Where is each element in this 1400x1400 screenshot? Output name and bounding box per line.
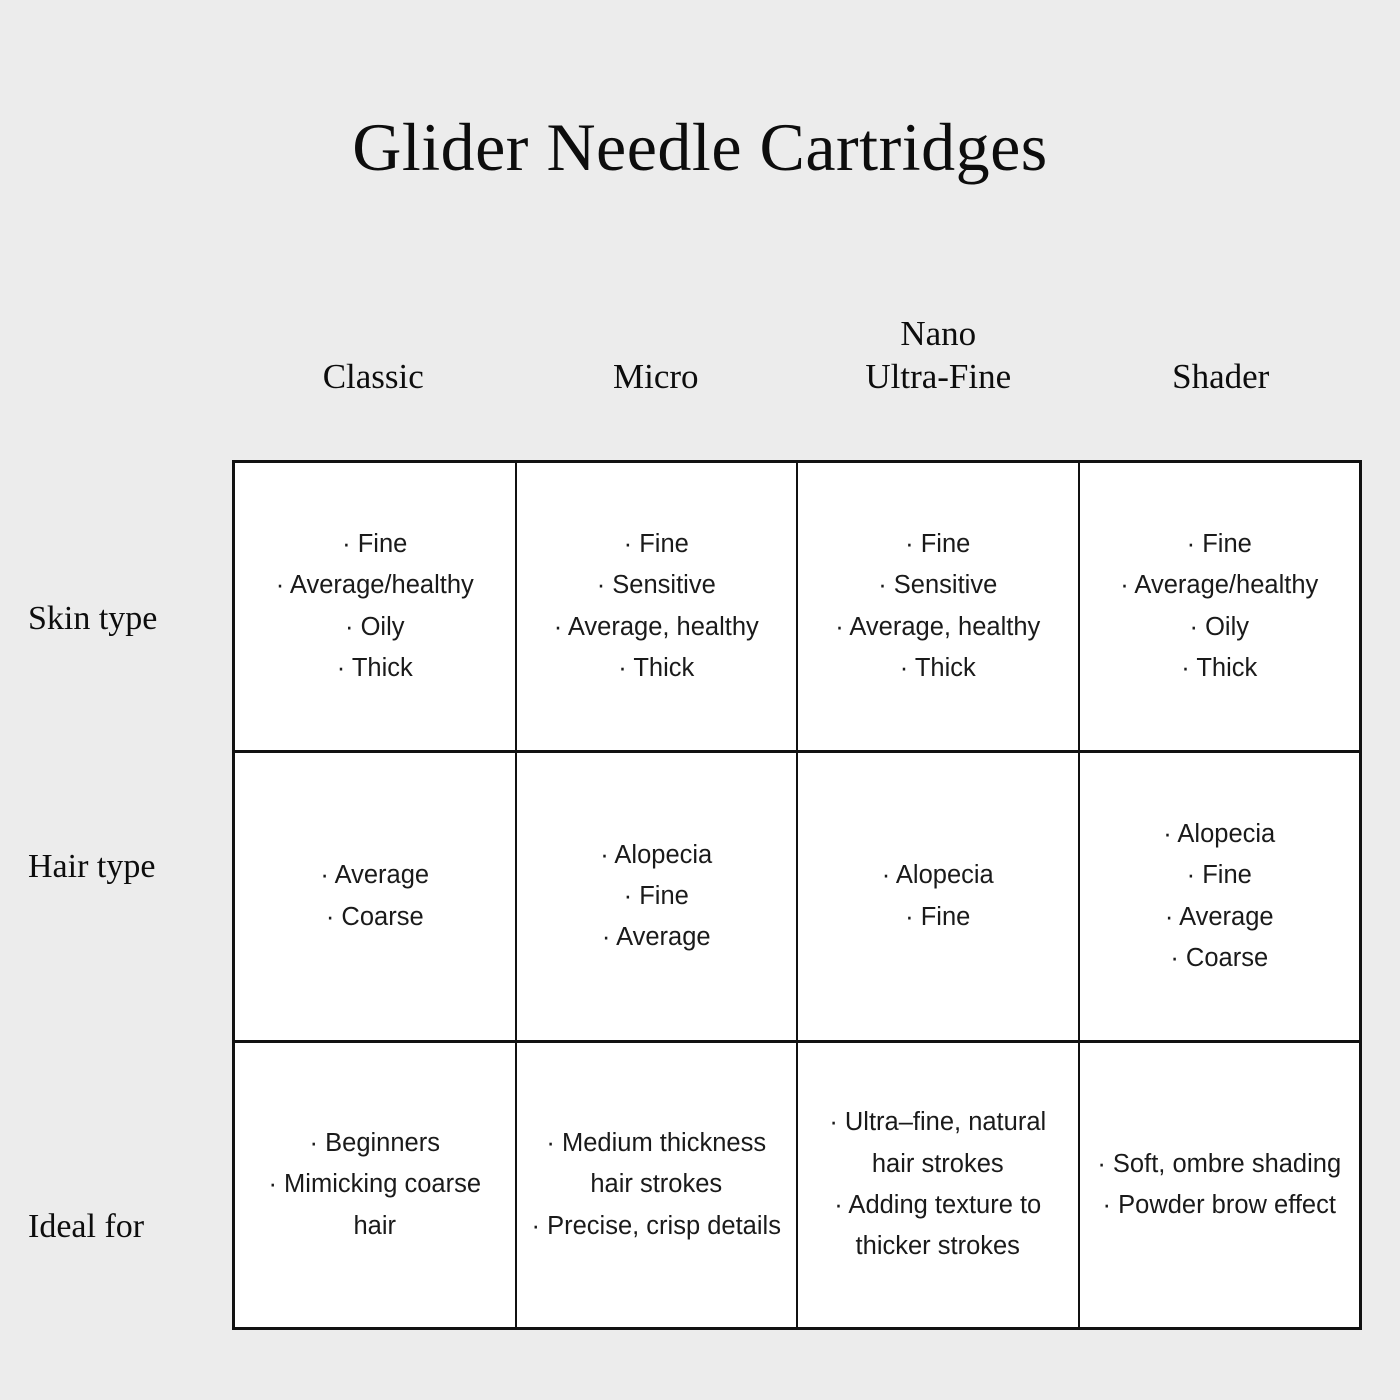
- row-label-hair-type: Hair type: [28, 848, 156, 885]
- list-item: · Alopecia: [1163, 819, 1276, 848]
- list-item: · Average/healthy: [1120, 571, 1319, 600]
- column-header-line: Shader: [1172, 357, 1270, 397]
- list-item: · Average: [1164, 902, 1274, 931]
- list-item: · Average: [320, 861, 430, 890]
- column-header-nano-ultra-fine: [797, 295, 1080, 405]
- column-header-line: Classic: [322, 357, 424, 397]
- table-cell-skin-shader: [1080, 463, 1360, 750]
- table-cell-hair-shader: [1080, 753, 1360, 1040]
- list-item: · Fine: [1186, 529, 1252, 558]
- row-label-ideal-for: Ideal for: [28, 1208, 145, 1245]
- list-item: · Thick: [618, 653, 695, 682]
- list-item: · Fine: [623, 529, 689, 558]
- table-cell-skin-classic: [235, 463, 517, 750]
- column-header-line: Nano: [900, 313, 977, 353]
- table-cell-ideal-classic: [235, 1043, 517, 1327]
- row-label-column: [0, 460, 232, 1330]
- list-item: · Fine: [1186, 861, 1252, 890]
- list-item: · Fine: [342, 529, 408, 558]
- list-item: · Thick: [899, 653, 976, 682]
- list-item: · Precise, crisp details: [531, 1211, 781, 1240]
- list-item: · Thick: [336, 653, 413, 682]
- list-item: · Average, healthy: [553, 612, 759, 641]
- table-cell-ideal-shader: [1080, 1043, 1360, 1327]
- list-item: · Alopecia: [881, 861, 994, 890]
- list-item: · Sensitive: [596, 571, 716, 600]
- list-item: · Oily: [345, 612, 405, 641]
- list-item: · Average: [601, 923, 711, 952]
- list-item: · Powder brow effect: [1102, 1191, 1336, 1219]
- list-item: · Oily: [1189, 612, 1249, 641]
- list-item: · Mimicking coarse hair: [268, 1170, 482, 1240]
- table-cell-skin-micro: [517, 463, 799, 750]
- row-label-skin-type: Skin type: [28, 600, 158, 637]
- list-item: · Ultra–fine, natural hair strokes: [829, 1108, 1047, 1178]
- column-header-line: Micro: [612, 357, 699, 397]
- list-item: · Fine: [905, 529, 971, 558]
- table-row-skin-type: [235, 463, 1359, 753]
- page-title: Glider Needle Cartridges: [352, 109, 1048, 185]
- table-cell-hair-classic: [235, 753, 517, 1040]
- table-cell-hair-micro: [517, 753, 799, 1040]
- list-item: · Alopecia: [600, 840, 713, 869]
- column-header-classic: [232, 295, 515, 405]
- column-header-row: [232, 295, 1362, 405]
- list-item: · Thick: [1181, 653, 1258, 682]
- column-header-shader: [1080, 295, 1363, 405]
- table-cell-skin-nano: [798, 463, 1080, 750]
- list-item: · Average, healthy: [835, 612, 1041, 641]
- list-item: · Average/healthy: [275, 571, 474, 600]
- list-item: · Fine: [905, 902, 971, 931]
- list-item: · Fine: [623, 881, 689, 910]
- list-item: · Soft, ombre shading: [1097, 1149, 1342, 1178]
- table-cell-ideal-nano: [798, 1043, 1080, 1327]
- table-cell-hair-nano: [798, 753, 1080, 1040]
- column-header-micro: [515, 295, 798, 405]
- list-item: · Beginners: [309, 1129, 440, 1158]
- column-header-line: Ultra-Fine: [865, 357, 1012, 397]
- comparison-table: [232, 460, 1362, 1330]
- list-item: · Coarse: [1170, 943, 1269, 972]
- list-item: · Sensitive: [878, 571, 998, 600]
- list-item: · Adding texture to thicker strokes: [834, 1191, 1042, 1261]
- table-cell-ideal-micro: [517, 1043, 799, 1327]
- list-item: · Medium thickness hair strokes: [546, 1129, 767, 1199]
- table-row-ideal-for: [235, 1043, 1359, 1327]
- list-item: · Coarse: [325, 902, 424, 931]
- table-row-hair-type: [235, 753, 1359, 1043]
